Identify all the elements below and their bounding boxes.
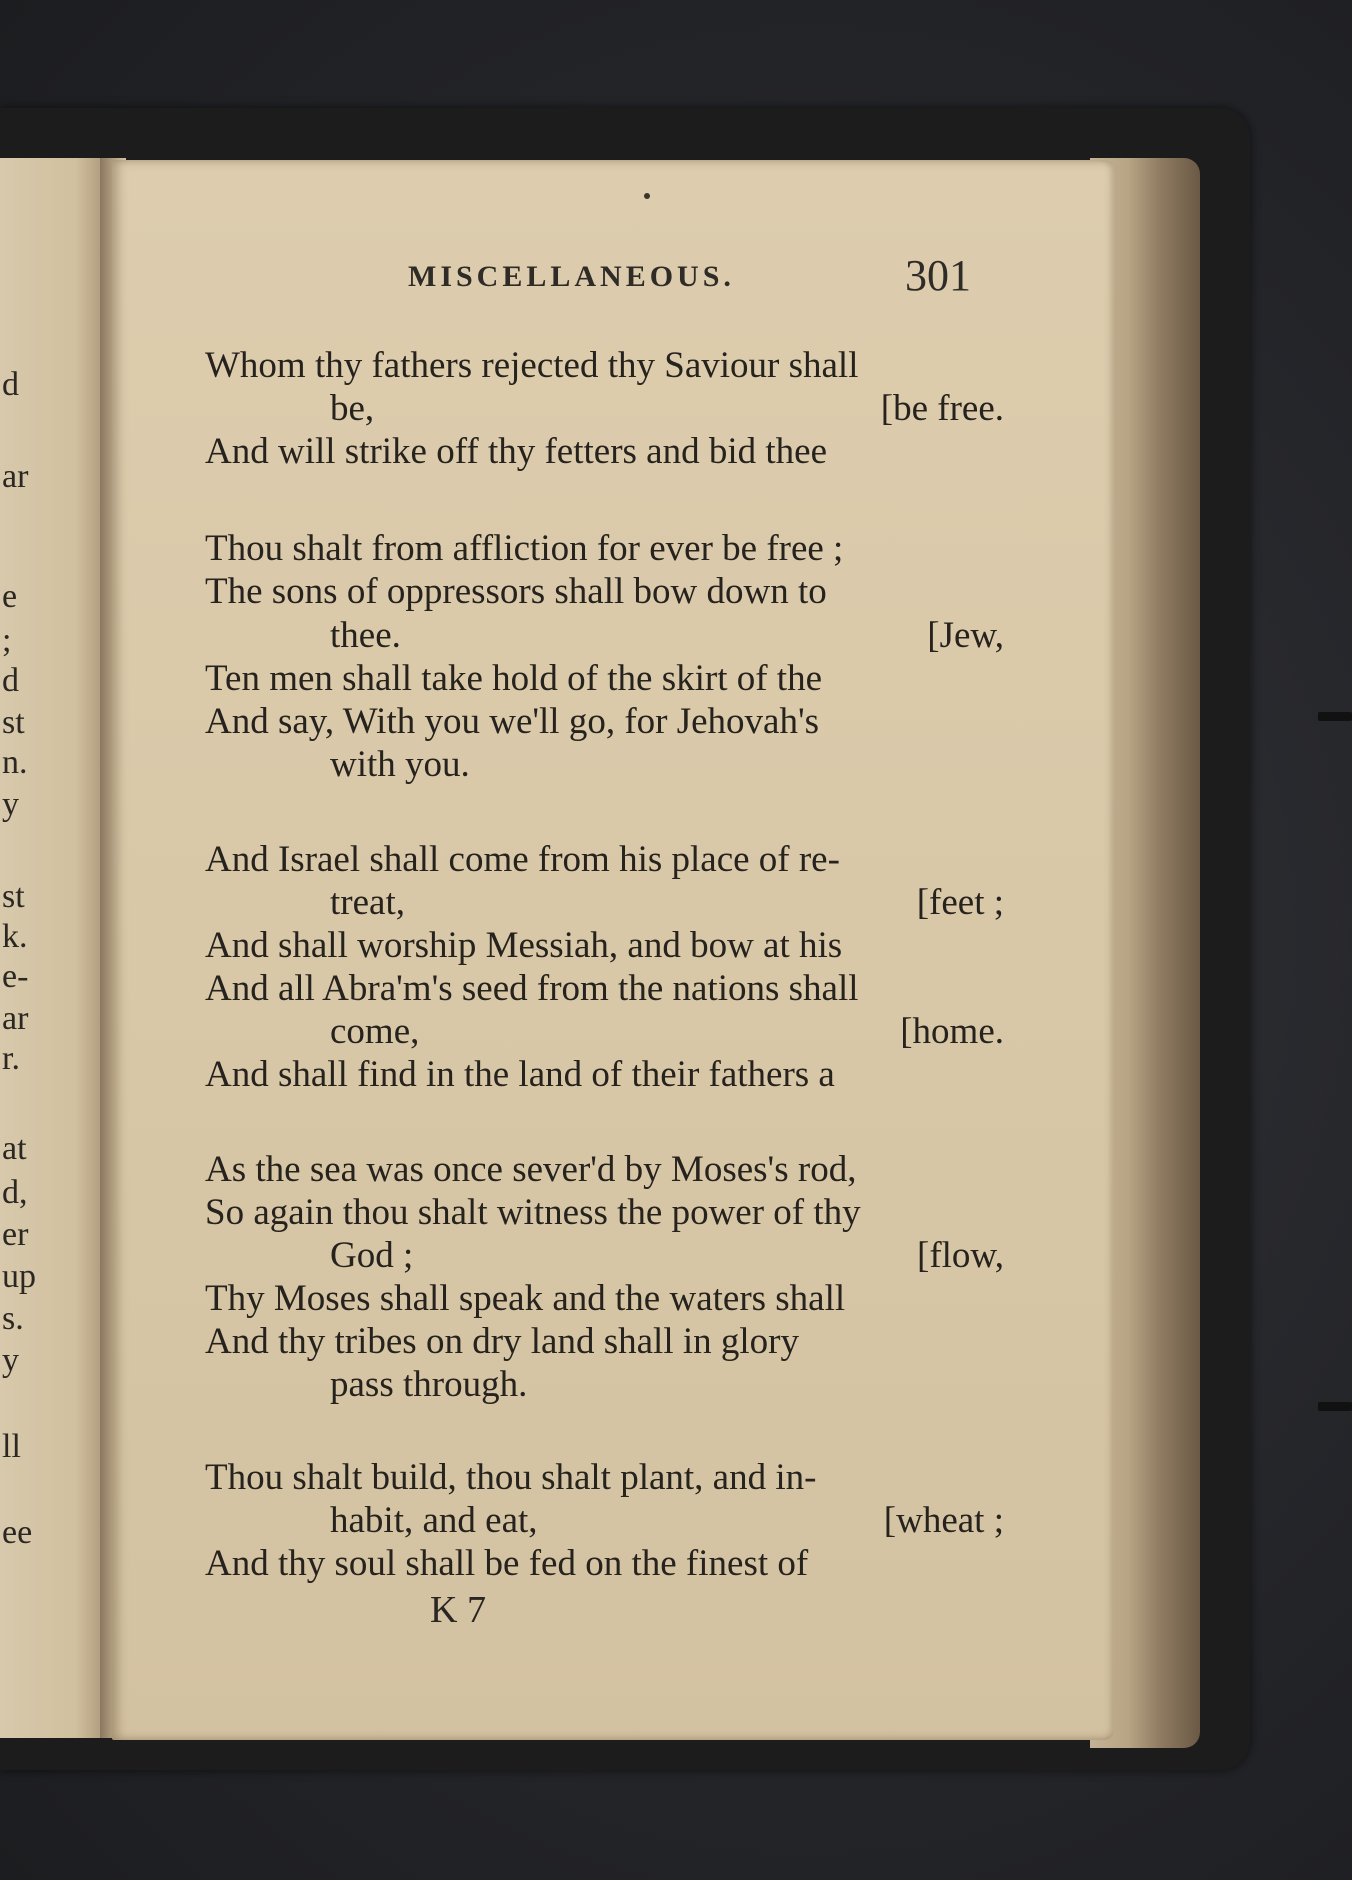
verse-line: And Israel shall come from his place of re- [205,839,840,880]
cradle-clasp [1318,1402,1352,1411]
verse-line: And will strike off thy fetters and bid thee [205,431,828,472]
left-page-fragment: r. [2,1040,20,1077]
left-page-fragment: y [2,786,19,823]
verse-line: Thou shalt from affliction for ever be free ; [205,528,844,569]
verse-line: come, [330,1011,420,1052]
left-page-fragment: y [2,1342,19,1379]
page-speck [644,193,650,199]
verse-line-turnover: [wheat ; [883,1500,1004,1541]
verse-line: thee. [330,615,401,656]
page-number: 301 [905,251,971,300]
left-page-fragment: e- [2,958,29,995]
left-page-fragment: ll [2,1428,21,1465]
verse-line: And shall find in the land of their fathers a [205,1054,835,1095]
left-page-fragment: ee [2,1514,33,1551]
verse-line: As the sea was once sever'd by Moses's rod, [205,1149,857,1190]
left-page-fragment: ; [2,622,12,659]
left-page-fragment: d [2,366,19,403]
verse-line: Thy Moses shall speak and the waters shall [205,1278,846,1319]
verse-line: And shall worship Messiah, and bow at his [205,925,843,966]
verse-line: And thy soul shall be fed on the finest of [205,1543,809,1584]
left-page-fragment: e [2,578,18,615]
verse-line: So again thou shalt witness the power of thy [205,1192,861,1233]
left-page-fragment: d, [2,1174,28,1211]
verse-line-turnover: [flow, [917,1235,1004,1276]
verse-line: And thy tribes on dry land shall in glory [205,1321,799,1362]
verse-line: with you. [330,744,470,785]
left-page-fragment: up [2,1258,36,1295]
verse-line: Whom thy fathers rejected thy Saviour shall [205,345,859,386]
left-page-fragment: d [2,662,19,699]
verse-line: be, [330,388,375,429]
left-page-fragment: ar [2,458,29,495]
verse-line: Ten men shall take hold of the skirt of the [205,658,823,699]
verse-line: treat, [330,882,405,923]
left-page-fragment: er [2,1216,29,1253]
signature-mark: K 7 [430,1589,486,1631]
verse-line-turnover: [Jew, [927,615,1004,656]
verse-line-turnover: [be free. [880,388,1004,429]
verse-line: pass through. [330,1364,528,1405]
verse-line: And say, With you we'll go, for Jehovah's [205,701,820,742]
left-page [0,158,108,1738]
verse-line: habit, and eat, [330,1500,538,1541]
left-page-fragment: st [2,878,25,915]
verse-line: God ; [330,1235,414,1276]
left-page-fragment: at [2,1130,27,1167]
left-page-fragment: n. [2,744,28,781]
running-head: MISCELLANEOUS. [408,260,735,293]
left-page-fragment: k. [2,918,28,955]
left-page-fragment: st [2,704,25,741]
verse-line: The sons of oppressors shall bow down to [205,571,827,612]
verse-line: Thou shalt build, thou shalt plant, and in- [205,1457,817,1498]
verse-line-turnover: [home. [900,1011,1004,1052]
cradle-clasp [1318,712,1352,721]
left-page-fragment: ar [2,1000,29,1037]
verse-line-turnover: [feet ; [916,882,1004,923]
verse-line: And all Abra'm's seed from the nations shall [205,968,859,1009]
left-page-fragment: s. [2,1300,24,1337]
